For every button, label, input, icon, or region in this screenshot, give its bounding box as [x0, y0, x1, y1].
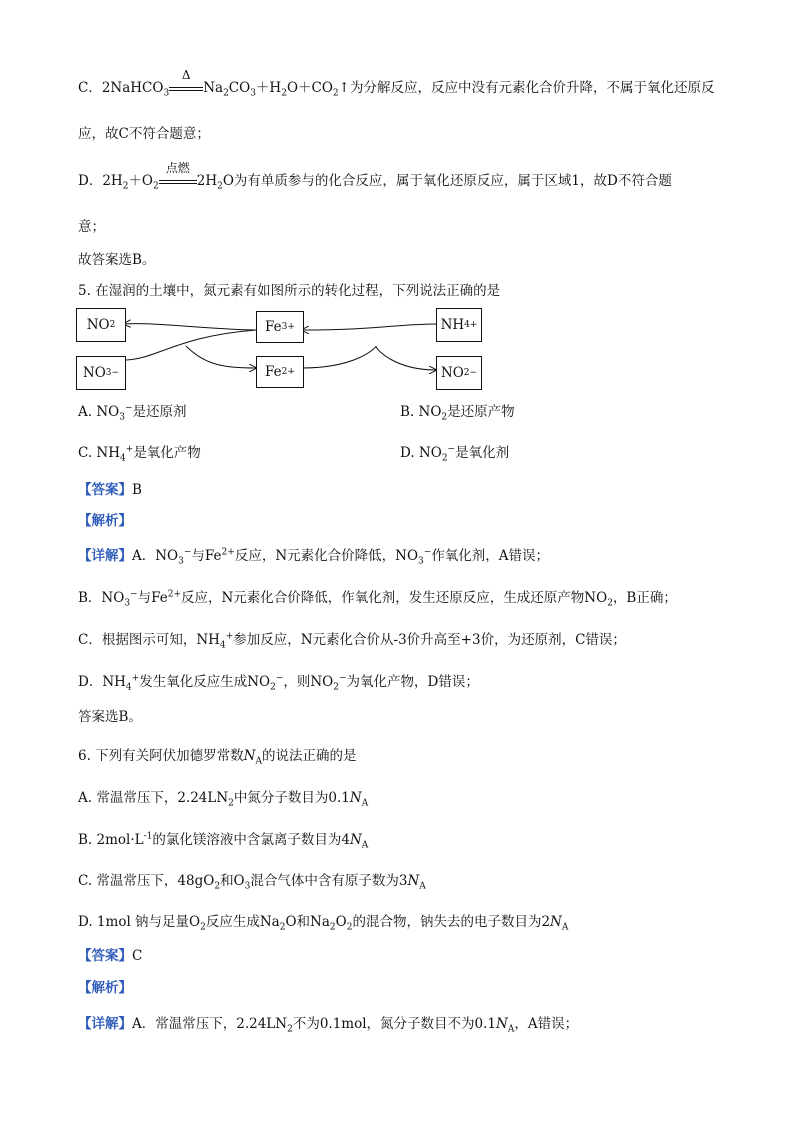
q5-detail-a: 【详解】A．$NO_3^-$与$Fe^{2+}$反应，N元素化合价降低，$NO_3^-$作氧化剂，A错误； [78, 547, 550, 567]
nh4-plus-box: NH 4 + [436, 308, 482, 342]
q5-final-answer: 答案选B。 [78, 709, 142, 725]
nitrogen-cycle-diagram [76, 308, 486, 390]
q6-answer: 【答案】C [78, 948, 143, 964]
q6-option-a: A. 常温常压下，$2.24LN_2$中氮分子数目为$0.1N_A$ [78, 790, 369, 809]
ignition-equals-sign: 点燃 [159, 171, 197, 191]
option-d-explanation-line1: D．$2H_2+O_2$ 点燃 $2H_2O$为有单质参与的化合反应，属于氧化还原反应，属于区域1，故D不符合题 [78, 161, 672, 192]
q5-detail-b: B．$NO_3^-$与$Fe^{2+}$反应，N元素化合价降低，作氧化剂，发生还原反应，生成还原产物$NO_2$，B正确； [78, 589, 677, 609]
fe3-box: Fe 3+ [256, 311, 304, 343]
heating-equals-sign: Δ [169, 78, 203, 98]
option-c-explanation-line1: C．2NaHCO$_3$ Δ $Na_2CO_3+H_2O+CO_2↑$为分解反应，反应中没有元素化合价升降，不属于氧化还原反 [78, 68, 715, 99]
q5-option-b: B. $NO_2$是还原产物 [400, 404, 515, 423]
q5-analysis-tag: 【解析】 [78, 513, 132, 529]
q5-answer: 【答案】B [78, 482, 142, 498]
q6-detail-a: 【详解】A．常温常压下，$2.24LN_2$不为0.1mol，氮分子数目不为$0.1N_A$，A错误； [78, 1016, 579, 1035]
question-6-stem: 6. 下列有关阿伏加德罗常数$N_A$的说法正确的是 [78, 748, 357, 767]
q5-detail-c: C．根据图示可知，$NH_4^+$参加反应，N元素化合价从-3价升高至+3价，为还原剂，C错误； [78, 631, 626, 651]
option-c-explanation-line2: 应，故C不符合题意； [78, 126, 210, 142]
q6-option-d: D. 1mol 钠与足量$O_2$反应生成$Na_2O$和$Na_2O_2$的混合物，钠失去的电子数目为$2N_A$ [78, 914, 569, 933]
no2-box: NO 2 [76, 308, 126, 342]
q5-option-c: C. $NH_4^+$是氧化产物 [78, 444, 201, 464]
question-5-stem: 5. 在湿润的土壤中，氮元素有如图所示的转化过程，下列说法正确的是 [78, 283, 501, 299]
fe2-box: Fe 2+ [256, 356, 304, 388]
no2-minus-box: NO 2 − [436, 356, 482, 390]
q6-analysis-tag: 【解析】 [78, 980, 132, 996]
no3-minus-box: NO 3 − [76, 356, 126, 390]
q5-option-d: D. $NO_2^-$是氧化剂 [400, 444, 510, 464]
answer-q4: 故答案选B。 [78, 252, 156, 268]
q6-option-c: C. 常温常压下，$48gO_2$和$O_3$混合气体中含有原子数为$3N_A$ [78, 873, 426, 892]
q6-option-b: B. $2mol\cdot L^{-1}$的氯化镁溶液中含氯离子数目为$4N_A$ [78, 831, 369, 851]
q5-option-a: A. $NO_3^-$是还原剂 [78, 403, 187, 423]
q5-detail-d: D．$NH_4^+$发生氧化反应生成$NO_2^-$，则$NO_2^-$为氧化产物，D错误； [78, 673, 479, 693]
option-d-explanation-line2: 意； [78, 219, 105, 235]
